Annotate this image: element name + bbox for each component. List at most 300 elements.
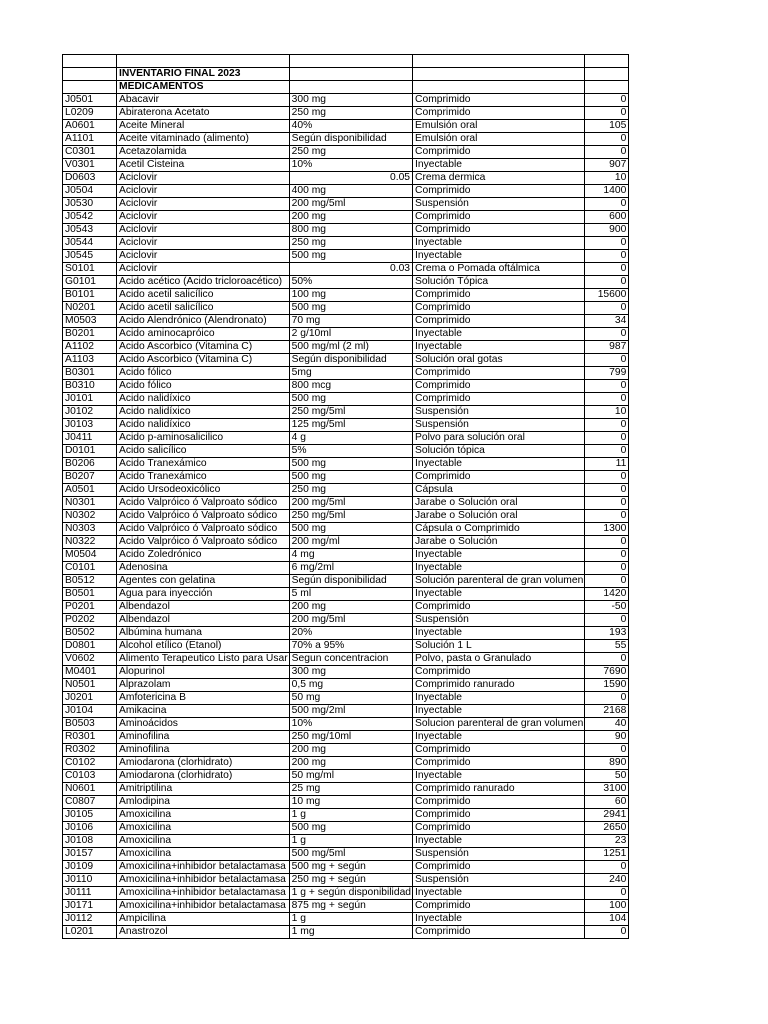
drug-name-cell[interactable]: Agua para inyección bbox=[117, 588, 290, 601]
drug-name-cell[interactable]: Amoxicilina+inhibidor betalactamasa bbox=[117, 887, 290, 900]
form-cell[interactable]: Comprimido bbox=[413, 367, 585, 380]
drug-name-cell[interactable]: Acido Valpróico ó Valproato sódico bbox=[117, 510, 290, 523]
form-cell[interactable]: Comprimido bbox=[413, 224, 585, 237]
concentration-cell[interactable]: 6 mg/2ml bbox=[289, 562, 412, 575]
concentration-cell[interactable]: 4 mg bbox=[289, 549, 412, 562]
drug-name-cell[interactable]: Aciclovir bbox=[117, 224, 290, 237]
drug-name-cell[interactable]: Aciclovir bbox=[117, 211, 290, 224]
inventory-subtitle[interactable]: MEDICAMENTOS bbox=[117, 81, 290, 94]
drug-name-cell[interactable]: Amoxicilina+inhibidor betalactamasa bbox=[117, 861, 290, 874]
concentration-cell[interactable]: 500 mg bbox=[289, 302, 412, 315]
form-cell[interactable]: Cápsula bbox=[413, 484, 585, 497]
quantity-cell[interactable]: 0 bbox=[585, 393, 629, 406]
code-cell[interactable]: P0201 bbox=[63, 601, 117, 614]
concentration-cell[interactable]: 200 mg/5ml bbox=[289, 497, 412, 510]
drug-name-cell[interactable]: Acido acetil salicílico bbox=[117, 289, 290, 302]
concentration-cell[interactable]: 1 g bbox=[289, 913, 412, 926]
drug-name-cell[interactable]: Acetazolamida bbox=[117, 146, 290, 159]
drug-name-cell[interactable]: Acido Ascorbico (Vitamina C) bbox=[117, 341, 290, 354]
drug-name-cell[interactable]: Adenosina bbox=[117, 562, 290, 575]
code-cell[interactable]: C0301 bbox=[63, 146, 117, 159]
code-cell[interactable]: J0109 bbox=[63, 861, 117, 874]
code-cell[interactable]: J0110 bbox=[63, 874, 117, 887]
drug-name-cell[interactable]: Amoxicilina bbox=[117, 809, 290, 822]
form-cell[interactable]: Inyectable bbox=[413, 458, 585, 471]
drug-name-cell[interactable]: Amfotericina B bbox=[117, 692, 290, 705]
cell[interactable] bbox=[289, 55, 412, 68]
cell[interactable] bbox=[289, 81, 412, 94]
concentration-cell[interactable]: 0,5 mg bbox=[289, 679, 412, 692]
form-cell[interactable]: Inyectable bbox=[413, 549, 585, 562]
quantity-cell[interactable]: 0 bbox=[585, 861, 629, 874]
drug-name-cell[interactable]: Amikacina bbox=[117, 705, 290, 718]
cell[interactable] bbox=[117, 55, 290, 68]
code-cell[interactable]: A1103 bbox=[63, 354, 117, 367]
code-cell[interactable]: M0503 bbox=[63, 315, 117, 328]
form-cell[interactable]: Suspensión bbox=[413, 874, 585, 887]
drug-name-cell[interactable]: Acido Valpróico ó Valproato sódico bbox=[117, 536, 290, 549]
form-cell[interactable]: Inyectable bbox=[413, 237, 585, 250]
code-cell[interactable]: L0209 bbox=[63, 107, 117, 120]
form-cell[interactable]: Inyectable bbox=[413, 835, 585, 848]
form-cell[interactable]: Suspensión bbox=[413, 614, 585, 627]
quantity-cell[interactable]: 7690 bbox=[585, 666, 629, 679]
quantity-cell[interactable]: 105 bbox=[585, 120, 629, 133]
code-cell[interactable]: N0302 bbox=[63, 510, 117, 523]
quantity-cell[interactable]: 2650 bbox=[585, 822, 629, 835]
concentration-cell[interactable]: 500 mg bbox=[289, 523, 412, 536]
form-cell[interactable]: Inyectable bbox=[413, 913, 585, 926]
quantity-cell[interactable]: 1420 bbox=[585, 588, 629, 601]
quantity-cell[interactable]: 0 bbox=[585, 549, 629, 562]
concentration-cell[interactable]: 400 mg bbox=[289, 185, 412, 198]
concentration-cell[interactable]: Según disponibilidad bbox=[289, 575, 412, 588]
drug-name-cell[interactable]: Aminofilina bbox=[117, 744, 290, 757]
form-cell[interactable]: Solución tópica bbox=[413, 445, 585, 458]
concentration-cell[interactable]: 500 mg bbox=[289, 458, 412, 471]
drug-name-cell[interactable]: Acido nalidíxico bbox=[117, 419, 290, 432]
form-cell[interactable]: Inyectable bbox=[413, 627, 585, 640]
quantity-cell[interactable]: 0 bbox=[585, 445, 629, 458]
drug-name-cell[interactable]: Amlodipina bbox=[117, 796, 290, 809]
quantity-cell[interactable]: 0 bbox=[585, 926, 629, 939]
quantity-cell[interactable]: 23 bbox=[585, 835, 629, 848]
concentration-cell[interactable]: 5 ml bbox=[289, 588, 412, 601]
form-cell[interactable]: Inyectable bbox=[413, 562, 585, 575]
cell[interactable] bbox=[585, 55, 629, 68]
concentration-cell[interactable]: 200 mg bbox=[289, 601, 412, 614]
concentration-cell[interactable]: Según disponibilidad bbox=[289, 133, 412, 146]
concentration-cell[interactable]: 200 mg/5ml bbox=[289, 614, 412, 627]
form-cell[interactable]: Comprimido bbox=[413, 107, 585, 120]
drug-name-cell[interactable]: Acido nalidíxico bbox=[117, 406, 290, 419]
code-cell[interactable]: J0104 bbox=[63, 705, 117, 718]
form-cell[interactable]: Comprimido bbox=[413, 900, 585, 913]
quantity-cell[interactable]: 3100 bbox=[585, 783, 629, 796]
form-cell[interactable]: Comprimido bbox=[413, 94, 585, 107]
drug-name-cell[interactable]: Alcohol etílico (Etanol) bbox=[117, 640, 290, 653]
drug-name-cell[interactable]: Aceite Mineral bbox=[117, 120, 290, 133]
code-cell[interactable]: J0112 bbox=[63, 913, 117, 926]
code-cell[interactable]: A1102 bbox=[63, 341, 117, 354]
drug-name-cell[interactable]: Alimento Terapeutico Listo para Usar bbox=[117, 653, 290, 666]
quantity-cell[interactable]: 0 bbox=[585, 94, 629, 107]
drug-name-cell[interactable]: Amiodarona (clorhidrato) bbox=[117, 770, 290, 783]
form-cell[interactable]: Inyectable bbox=[413, 159, 585, 172]
code-cell[interactable]: J0111 bbox=[63, 887, 117, 900]
code-cell[interactable]: D0801 bbox=[63, 640, 117, 653]
drug-name-cell[interactable]: Aciclovir bbox=[117, 250, 290, 263]
cell[interactable] bbox=[63, 55, 117, 68]
quantity-cell[interactable]: 193 bbox=[585, 627, 629, 640]
concentration-cell[interactable]: 200 mg/ml bbox=[289, 536, 412, 549]
concentration-cell[interactable]: 25 mg bbox=[289, 783, 412, 796]
cell[interactable] bbox=[63, 68, 117, 81]
code-cell[interactable]: N0303 bbox=[63, 523, 117, 536]
quantity-cell[interactable]: 890 bbox=[585, 757, 629, 770]
concentration-cell[interactable]: 200 mg bbox=[289, 211, 412, 224]
quantity-cell[interactable]: 0 bbox=[585, 276, 629, 289]
concentration-cell[interactable]: 2 g/10ml bbox=[289, 328, 412, 341]
code-cell[interactable]: J0171 bbox=[63, 900, 117, 913]
code-cell[interactable]: N0201 bbox=[63, 302, 117, 315]
code-cell[interactable]: R0301 bbox=[63, 731, 117, 744]
drug-name-cell[interactable]: Acetil Cisteina bbox=[117, 159, 290, 172]
quantity-cell[interactable]: 0 bbox=[585, 328, 629, 341]
code-cell[interactable]: N0301 bbox=[63, 497, 117, 510]
form-cell[interactable]: Comprimido bbox=[413, 315, 585, 328]
concentration-cell[interactable]: 500 mg + según bbox=[289, 861, 412, 874]
form-cell[interactable]: Comprimido bbox=[413, 757, 585, 770]
quantity-cell[interactable]: 0 bbox=[585, 497, 629, 510]
concentration-cell[interactable]: 250 mg bbox=[289, 107, 412, 120]
quantity-cell[interactable]: 0 bbox=[585, 263, 629, 276]
concentration-cell[interactable]: 5mg bbox=[289, 367, 412, 380]
form-cell[interactable]: Comprimido bbox=[413, 744, 585, 757]
form-cell[interactable]: Inyectable bbox=[413, 588, 585, 601]
code-cell[interactable]: C0101 bbox=[63, 562, 117, 575]
form-cell[interactable]: Polvo para solución oral bbox=[413, 432, 585, 445]
form-cell[interactable]: Crema o Pomada oftálmica bbox=[413, 263, 585, 276]
concentration-cell[interactable]: 500 mg bbox=[289, 393, 412, 406]
code-cell[interactable]: C0807 bbox=[63, 796, 117, 809]
drug-name-cell[interactable]: Acido Ascorbico (Vitamina C) bbox=[117, 354, 290, 367]
form-cell[interactable]: Inyectable bbox=[413, 328, 585, 341]
quantity-cell[interactable]: 0 bbox=[585, 692, 629, 705]
code-cell[interactable]: B0502 bbox=[63, 627, 117, 640]
concentration-cell[interactable]: 0.03 bbox=[289, 263, 412, 276]
quantity-cell[interactable]: 1590 bbox=[585, 679, 629, 692]
drug-name-cell[interactable]: Acido p-aminosalicilico bbox=[117, 432, 290, 445]
cell[interactable] bbox=[289, 68, 412, 81]
code-cell[interactable]: B0101 bbox=[63, 289, 117, 302]
drug-name-cell[interactable]: Abiraterona Acetato bbox=[117, 107, 290, 120]
code-cell[interactable]: J0543 bbox=[63, 224, 117, 237]
code-cell[interactable]: V0602 bbox=[63, 653, 117, 666]
concentration-cell[interactable]: 1 g bbox=[289, 835, 412, 848]
form-cell[interactable]: Suspensión bbox=[413, 419, 585, 432]
quantity-cell[interactable]: 0 bbox=[585, 419, 629, 432]
code-cell[interactable]: B0201 bbox=[63, 328, 117, 341]
quantity-cell[interactable]: 0 bbox=[585, 536, 629, 549]
drug-name-cell[interactable]: Anastrozol bbox=[117, 926, 290, 939]
drug-name-cell[interactable]: Agentes con gelatina bbox=[117, 575, 290, 588]
form-cell[interactable]: Emulsión oral bbox=[413, 120, 585, 133]
form-cell[interactable]: Inyectable bbox=[413, 887, 585, 900]
drug-name-cell[interactable]: Alopurinol bbox=[117, 666, 290, 679]
drug-name-cell[interactable]: Aciclovir bbox=[117, 263, 290, 276]
concentration-cell[interactable]: 250 mg/10ml bbox=[289, 731, 412, 744]
quantity-cell[interactable]: 0 bbox=[585, 887, 629, 900]
quantity-cell[interactable]: 987 bbox=[585, 341, 629, 354]
code-cell[interactable]: J0411 bbox=[63, 432, 117, 445]
quantity-cell[interactable]: 2168 bbox=[585, 705, 629, 718]
form-cell[interactable]: Comprimido bbox=[413, 380, 585, 393]
code-cell[interactable]: S0101 bbox=[63, 263, 117, 276]
quantity-cell[interactable]: 0 bbox=[585, 250, 629, 263]
form-cell[interactable]: Comprimido ranurado bbox=[413, 783, 585, 796]
concentration-cell[interactable]: 500 mg/ml (2 ml) bbox=[289, 341, 412, 354]
concentration-cell[interactable]: 10% bbox=[289, 159, 412, 172]
drug-name-cell[interactable]: Albúmina humana bbox=[117, 627, 290, 640]
form-cell[interactable]: Emulsión oral bbox=[413, 133, 585, 146]
concentration-cell[interactable]: 250 mg/5ml bbox=[289, 510, 412, 523]
drug-name-cell[interactable]: Acido Ursodeoxicólico bbox=[117, 484, 290, 497]
concentration-cell[interactable]: 20% bbox=[289, 627, 412, 640]
concentration-cell[interactable]: 250 mg bbox=[289, 484, 412, 497]
code-cell[interactable]: M0401 bbox=[63, 666, 117, 679]
code-cell[interactable]: C0102 bbox=[63, 757, 117, 770]
quantity-cell[interactable]: 0 bbox=[585, 237, 629, 250]
quantity-cell[interactable]: 2941 bbox=[585, 809, 629, 822]
form-cell[interactable]: Suspensión bbox=[413, 406, 585, 419]
code-cell[interactable]: B0501 bbox=[63, 588, 117, 601]
concentration-cell[interactable]: 250 mg + según bbox=[289, 874, 412, 887]
form-cell[interactable]: Inyectable bbox=[413, 692, 585, 705]
concentration-cell[interactable]: 500 mg bbox=[289, 822, 412, 835]
quantity-cell[interactable]: 907 bbox=[585, 159, 629, 172]
form-cell[interactable]: Comprimido bbox=[413, 471, 585, 484]
quantity-cell[interactable]: 799 bbox=[585, 367, 629, 380]
concentration-cell[interactable]: 10 mg bbox=[289, 796, 412, 809]
quantity-cell[interactable]: 50 bbox=[585, 770, 629, 783]
quantity-cell[interactable]: 900 bbox=[585, 224, 629, 237]
quantity-cell[interactable]: 1251 bbox=[585, 848, 629, 861]
quantity-cell[interactable]: 15600 bbox=[585, 289, 629, 302]
quantity-cell[interactable]: 600 bbox=[585, 211, 629, 224]
code-cell[interactable]: A0501 bbox=[63, 484, 117, 497]
quantity-cell[interactable]: 90 bbox=[585, 731, 629, 744]
quantity-cell[interactable]: 0 bbox=[585, 510, 629, 523]
concentration-cell[interactable]: 50 mg/ml bbox=[289, 770, 412, 783]
concentration-cell[interactable]: 100 mg bbox=[289, 289, 412, 302]
form-cell[interactable]: Comprimido bbox=[413, 926, 585, 939]
concentration-cell[interactable]: 200 mg bbox=[289, 757, 412, 770]
concentration-cell[interactable]: 5% bbox=[289, 445, 412, 458]
inventory-title[interactable]: INVENTARIO FINAL 2023 bbox=[117, 68, 290, 81]
drug-name-cell[interactable]: Alprazolam bbox=[117, 679, 290, 692]
quantity-cell[interactable]: 0 bbox=[585, 198, 629, 211]
drug-name-cell[interactable]: Acido nalidíxico bbox=[117, 393, 290, 406]
code-cell[interactable]: B0207 bbox=[63, 471, 117, 484]
drug-name-cell[interactable]: Amoxicilina bbox=[117, 835, 290, 848]
concentration-cell[interactable]: 250 mg bbox=[289, 237, 412, 250]
quantity-cell[interactable]: 34 bbox=[585, 315, 629, 328]
form-cell[interactable]: Suspensión bbox=[413, 848, 585, 861]
quantity-cell[interactable]: 0 bbox=[585, 133, 629, 146]
drug-name-cell[interactable]: Aciclovir bbox=[117, 185, 290, 198]
code-cell[interactable]: V0301 bbox=[63, 159, 117, 172]
quantity-cell[interactable]: 240 bbox=[585, 874, 629, 887]
quantity-cell[interactable]: 0 bbox=[585, 653, 629, 666]
drug-name-cell[interactable]: Amitriptilina bbox=[117, 783, 290, 796]
form-cell[interactable]: Solución oral gotas bbox=[413, 354, 585, 367]
code-cell[interactable]: J0530 bbox=[63, 198, 117, 211]
form-cell[interactable]: Solución parenteral de gran volumen bbox=[413, 575, 585, 588]
code-cell[interactable]: A1101 bbox=[63, 133, 117, 146]
cell[interactable] bbox=[413, 68, 585, 81]
code-cell[interactable]: J0501 bbox=[63, 94, 117, 107]
concentration-cell[interactable]: 200 mg/5ml bbox=[289, 198, 412, 211]
concentration-cell[interactable]: 800 mcg bbox=[289, 380, 412, 393]
drug-name-cell[interactable]: Acido fólico bbox=[117, 380, 290, 393]
form-cell[interactable]: Comprimido bbox=[413, 809, 585, 822]
code-cell[interactable]: J0545 bbox=[63, 250, 117, 263]
form-cell[interactable]: Comprimido bbox=[413, 185, 585, 198]
quantity-cell[interactable]: 0 bbox=[585, 302, 629, 315]
cell[interactable] bbox=[63, 81, 117, 94]
code-cell[interactable]: L0201 bbox=[63, 926, 117, 939]
code-cell[interactable]: P0202 bbox=[63, 614, 117, 627]
code-cell[interactable]: J0157 bbox=[63, 848, 117, 861]
code-cell[interactable]: J0108 bbox=[63, 835, 117, 848]
concentration-cell[interactable]: 4 g bbox=[289, 432, 412, 445]
drug-name-cell[interactable]: Amoxicilina+inhibidor betalactamasa bbox=[117, 900, 290, 913]
concentration-cell[interactable]: 300 mg bbox=[289, 666, 412, 679]
concentration-cell[interactable]: 875 mg + según bbox=[289, 900, 412, 913]
drug-name-cell[interactable]: Acido acético (Acido tricloroacético) bbox=[117, 276, 290, 289]
code-cell[interactable]: N0501 bbox=[63, 679, 117, 692]
quantity-cell[interactable]: 100 bbox=[585, 900, 629, 913]
cell[interactable] bbox=[413, 55, 585, 68]
quantity-cell[interactable]: 40 bbox=[585, 718, 629, 731]
form-cell[interactable]: Crema dermica bbox=[413, 172, 585, 185]
drug-name-cell[interactable]: Aciclovir bbox=[117, 198, 290, 211]
form-cell[interactable]: Comprimido bbox=[413, 393, 585, 406]
drug-name-cell[interactable]: Amoxicilina bbox=[117, 848, 290, 861]
form-cell[interactable]: Comprimido bbox=[413, 601, 585, 614]
form-cell[interactable]: Solución Tópica bbox=[413, 276, 585, 289]
form-cell[interactable]: Jarabe o Solución oral bbox=[413, 497, 585, 510]
drug-name-cell[interactable]: Acido fólico bbox=[117, 367, 290, 380]
code-cell[interactable]: C0103 bbox=[63, 770, 117, 783]
concentration-cell[interactable]: 1 g bbox=[289, 809, 412, 822]
drug-name-cell[interactable]: Acido aminocapróico bbox=[117, 328, 290, 341]
form-cell[interactable]: Inyectable bbox=[413, 250, 585, 263]
form-cell[interactable]: Comprimido ranurado bbox=[413, 679, 585, 692]
drug-name-cell[interactable]: Aciclovir bbox=[117, 172, 290, 185]
quantity-cell[interactable]: 104 bbox=[585, 913, 629, 926]
concentration-cell[interactable]: 10% bbox=[289, 718, 412, 731]
drug-name-cell[interactable]: Aminoácidos bbox=[117, 718, 290, 731]
quantity-cell[interactable]: 0 bbox=[585, 380, 629, 393]
form-cell[interactable]: Comprimido bbox=[413, 861, 585, 874]
concentration-cell[interactable]: 250 mg bbox=[289, 146, 412, 159]
form-cell[interactable]: Suspensión bbox=[413, 198, 585, 211]
quantity-cell[interactable]: 0 bbox=[585, 354, 629, 367]
quantity-cell[interactable]: 0 bbox=[585, 562, 629, 575]
drug-name-cell[interactable]: Acido Tranexámico bbox=[117, 471, 290, 484]
concentration-cell[interactable]: Segun concentracion bbox=[289, 653, 412, 666]
code-cell[interactable]: A0601 bbox=[63, 120, 117, 133]
quantity-cell[interactable]: 0 bbox=[585, 432, 629, 445]
quantity-cell[interactable]: 1300 bbox=[585, 523, 629, 536]
form-cell[interactable]: Inyectable bbox=[413, 731, 585, 744]
code-cell[interactable]: N0322 bbox=[63, 536, 117, 549]
form-cell[interactable]: Comprimido bbox=[413, 211, 585, 224]
form-cell[interactable]: Solución 1 L bbox=[413, 640, 585, 653]
code-cell[interactable]: D0101 bbox=[63, 445, 117, 458]
drug-name-cell[interactable]: Acido Alendrónico (Alendronato) bbox=[117, 315, 290, 328]
quantity-cell[interactable]: 0 bbox=[585, 146, 629, 159]
code-cell[interactable]: D0603 bbox=[63, 172, 117, 185]
form-cell[interactable]: Comprimido bbox=[413, 822, 585, 835]
form-cell[interactable]: Polvo, pasta o Granulado bbox=[413, 653, 585, 666]
form-cell[interactable]: Comprimido bbox=[413, 289, 585, 302]
code-cell[interactable]: J0102 bbox=[63, 406, 117, 419]
quantity-cell[interactable]: 0 bbox=[585, 107, 629, 120]
drug-name-cell[interactable]: Amiodarona (clorhidrato) bbox=[117, 757, 290, 770]
drug-name-cell[interactable]: Aciclovir bbox=[117, 237, 290, 250]
quantity-cell[interactable]: 0 bbox=[585, 471, 629, 484]
concentration-cell[interactable]: 1 g + según disponibilidad bbox=[289, 887, 412, 900]
form-cell[interactable]: Solucion parenteral de gran volumen bbox=[413, 718, 585, 731]
concentration-cell[interactable]: 50% bbox=[289, 276, 412, 289]
concentration-cell[interactable]: 0.05 bbox=[289, 172, 412, 185]
code-cell[interactable]: J0201 bbox=[63, 692, 117, 705]
concentration-cell[interactable]: Según disponibilidad bbox=[289, 354, 412, 367]
code-cell[interactable]: B0503 bbox=[63, 718, 117, 731]
form-cell[interactable]: Comprimido bbox=[413, 666, 585, 679]
code-cell[interactable]: N0601 bbox=[63, 783, 117, 796]
form-cell[interactable]: Comprimido bbox=[413, 796, 585, 809]
quantity-cell[interactable]: 1400 bbox=[585, 185, 629, 198]
cell[interactable] bbox=[413, 81, 585, 94]
code-cell[interactable]: J0106 bbox=[63, 822, 117, 835]
concentration-cell[interactable]: 125 mg/5ml bbox=[289, 419, 412, 432]
drug-name-cell[interactable]: Acido Zoledrónico bbox=[117, 549, 290, 562]
code-cell[interactable]: R0302 bbox=[63, 744, 117, 757]
quantity-cell[interactable]: 10 bbox=[585, 406, 629, 419]
concentration-cell[interactable]: 40% bbox=[289, 120, 412, 133]
concentration-cell[interactable]: 500 mg/5ml bbox=[289, 848, 412, 861]
concentration-cell[interactable]: 50 mg bbox=[289, 692, 412, 705]
cell[interactable] bbox=[585, 68, 629, 81]
quantity-cell[interactable]: 11 bbox=[585, 458, 629, 471]
quantity-cell[interactable]: 10 bbox=[585, 172, 629, 185]
form-cell[interactable]: Inyectable bbox=[413, 341, 585, 354]
concentration-cell[interactable]: 500 mg bbox=[289, 250, 412, 263]
quantity-cell[interactable]: 0 bbox=[585, 744, 629, 757]
form-cell[interactable]: Cápsula o Comprimido bbox=[413, 523, 585, 536]
quantity-cell[interactable]: 60 bbox=[585, 796, 629, 809]
drug-name-cell[interactable]: Amoxicilina bbox=[117, 822, 290, 835]
form-cell[interactable]: Comprimido bbox=[413, 146, 585, 159]
drug-name-cell[interactable]: Albendazol bbox=[117, 601, 290, 614]
quantity-cell[interactable]: 0 bbox=[585, 575, 629, 588]
quantity-cell[interactable]: -50 bbox=[585, 601, 629, 614]
quantity-cell[interactable]: 0 bbox=[585, 484, 629, 497]
